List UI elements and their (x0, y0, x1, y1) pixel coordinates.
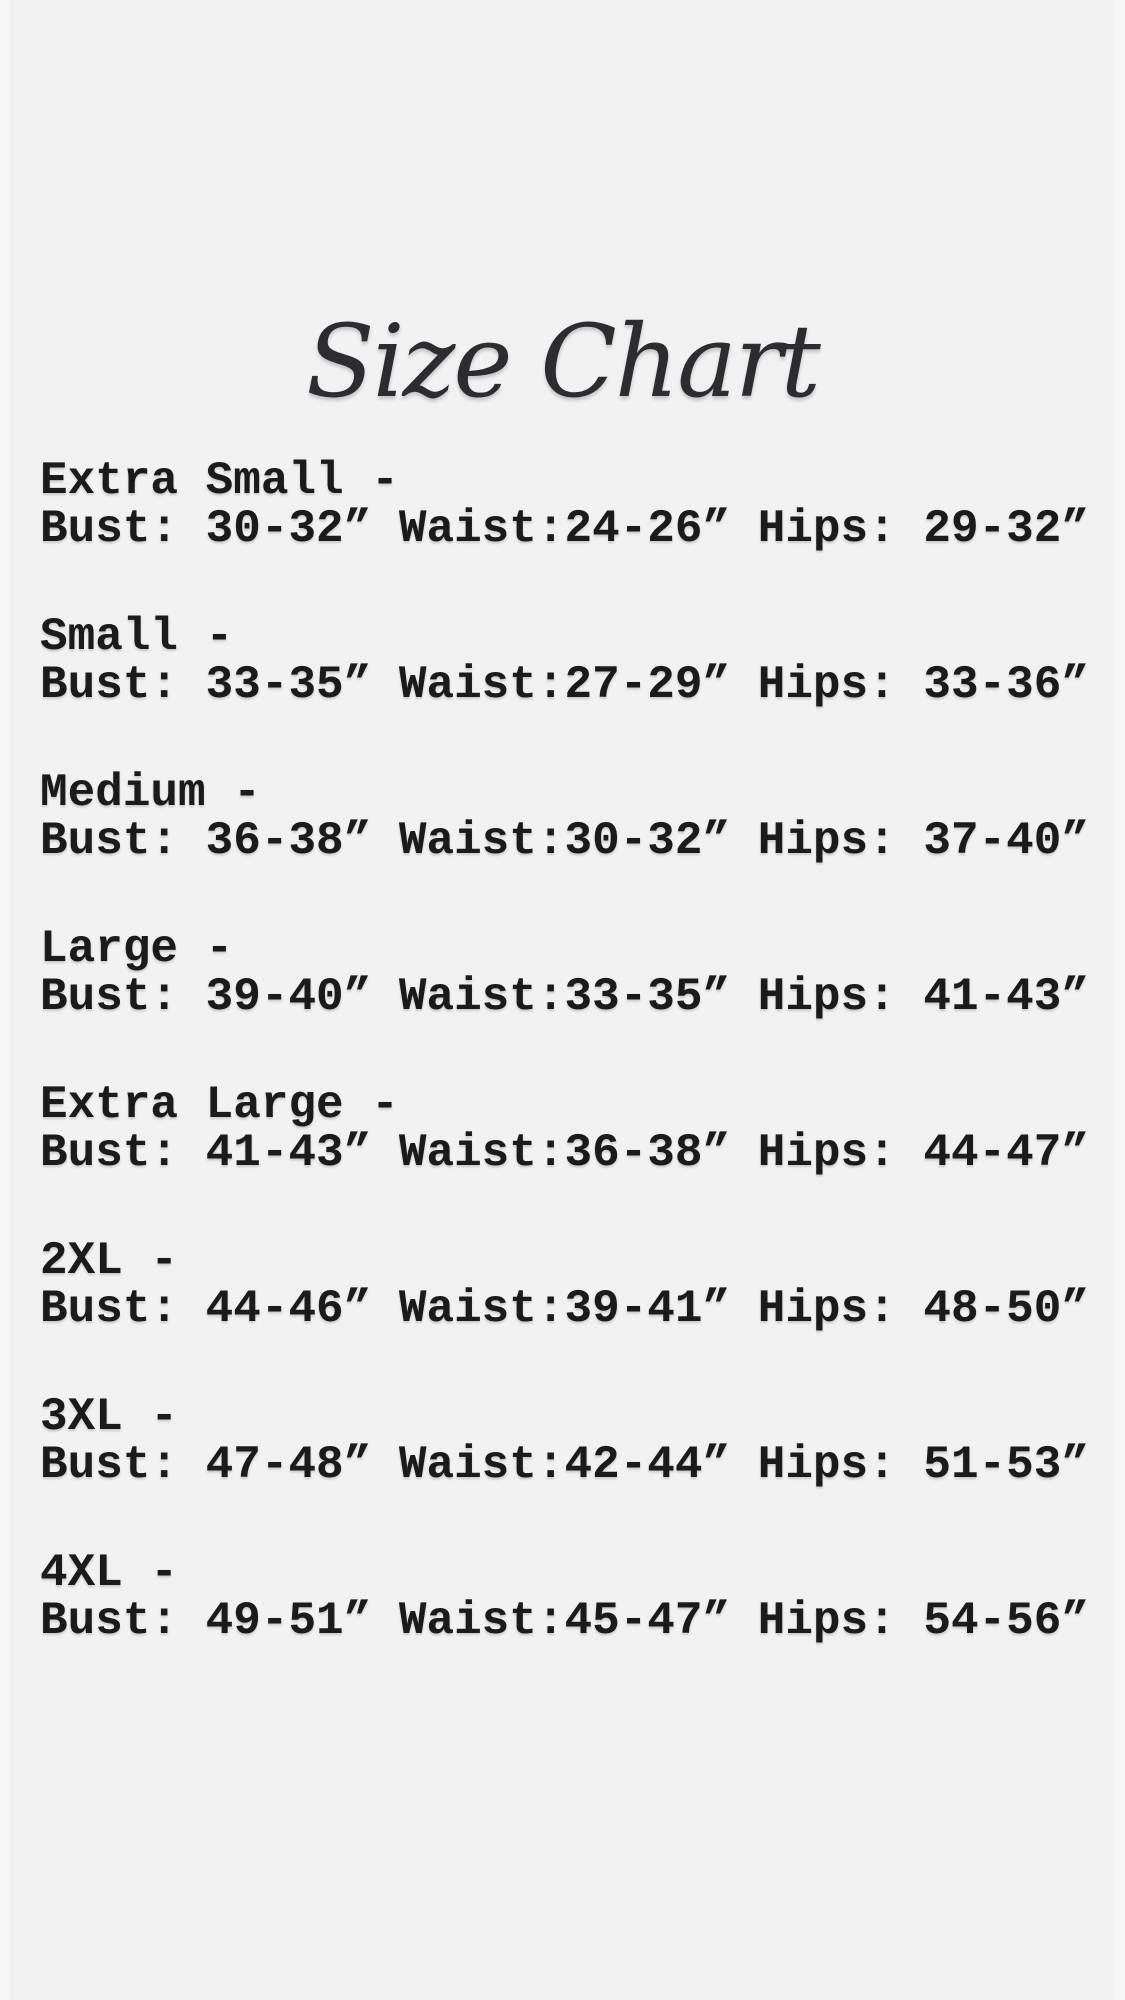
size-entry-4xl (40, 1549, 1105, 1645)
size-measurements: Bust: 47-48” Waist:42-44” Hips: 51-53” (40, 1439, 1089, 1491)
size-measurements: Bust: 33-35” Waist:27-29” Hips: 33-36” (40, 659, 1089, 711)
size-list (40, 457, 1105, 1705)
size-name: Large - (40, 923, 234, 975)
size-name: Extra Small - (40, 455, 399, 507)
size-entry-medium (40, 769, 1105, 865)
size-name: 3XL - (40, 1391, 179, 1443)
size-measurements: Bust: 36-38” Waist:30-32” Hips: 37-40” (40, 815, 1089, 867)
left-edge-highlight (0, 0, 10, 2000)
size-name: Medium - (40, 767, 261, 819)
page-title: Size Chart (306, 303, 819, 420)
size-name: Small - (40, 611, 234, 663)
size-entry-3xl (40, 1393, 1105, 1489)
size-entry-extra-small (40, 457, 1105, 553)
size-measurements: Bust: 30-32” Waist:24-26” Hips: 29-32” (40, 503, 1089, 555)
size-measurements: Bust: 49-51” Waist:45-47” Hips: 54-56” (40, 1595, 1089, 1647)
size-measurements: Bust: 41-43” Waist:36-38” Hips: 44-47” (40, 1127, 1089, 1179)
right-edge-highlight (1115, 0, 1125, 2000)
size-entry-extra-large (40, 1081, 1105, 1177)
size-name: 4XL - (40, 1547, 179, 1599)
size-measurements: Bust: 44-46” Waist:39-41” Hips: 48-50” (40, 1283, 1089, 1335)
size-name: 2XL - (40, 1235, 179, 1287)
size-measurements: Bust: 39-40” Waist:33-35” Hips: 41-43” (40, 971, 1089, 1023)
size-entry-small (40, 613, 1105, 709)
size-entry-2xl (40, 1237, 1105, 1333)
size-name: Extra Large - (40, 1079, 399, 1131)
size-entry-large (40, 925, 1105, 1021)
